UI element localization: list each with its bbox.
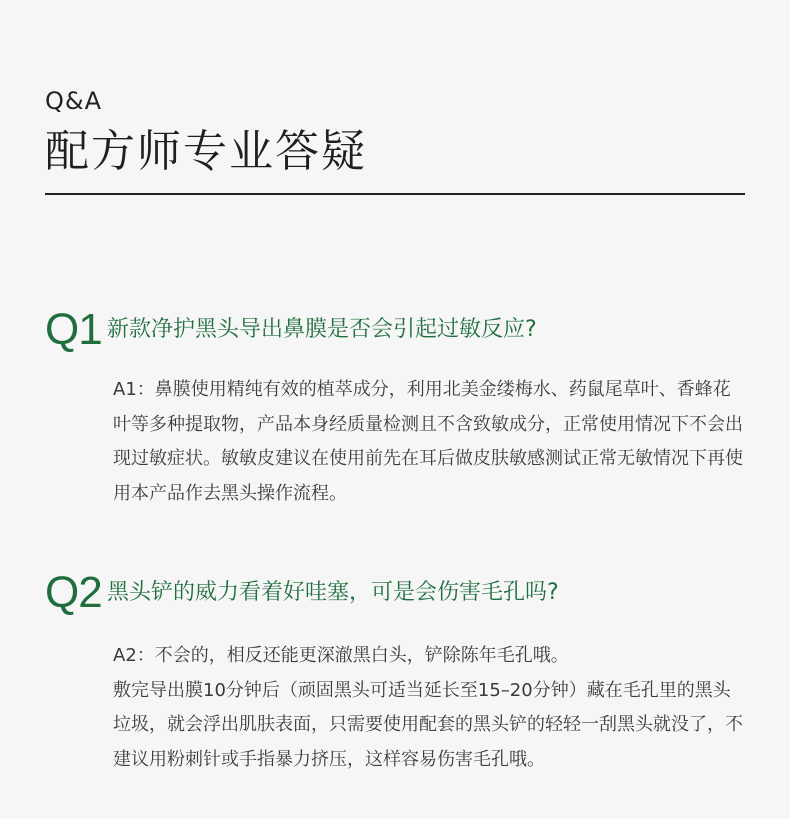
qa-item-2 <box>45 563 745 777</box>
question-row <box>45 563 745 623</box>
page-header <box>45 84 745 182</box>
page-title: 配方师专业答疑 <box>45 126 367 177</box>
question-text: 新款净护黑头导出鼻膜是否会引起过敏反应? <box>107 317 537 342</box>
question-number: Q2 <box>45 568 102 617</box>
qa-item-1 <box>45 300 745 511</box>
header-divider <box>45 193 745 195</box>
answer-text <box>113 373 745 511</box>
question-text: 黑头铲的威力看着好哇塞，可是会伤害毛孔吗? <box>107 580 559 605</box>
qa-label: Q&A <box>45 87 103 115</box>
answer-paragraph: A1：鼻膜使用精纯有效的植萃成分，利用北美金缕梅水、药鼠尾草叶、香蜂花叶等多种提取物，产品本身经质量检测且不含致敏成分，正常使用情况下不会出现过敏症状。敏敏皮建议在使用前先在耳后做皮肤敏感测试正常无敏情况下再使用本产品作去黑头操作流程。 <box>113 379 743 504</box>
question-number: Q1 <box>45 305 102 354</box>
question-row <box>45 300 745 360</box>
answer-paragraph: 敷完导出膜10分钟后（顽固黑头可适当延长至15–20分钟）藏在毛孔里的黑头垃圾，就会浮出肌肤表面，只需要使用配套的黑头铲的轻轻一刮黑头就没了，不建议用粉刺针或手指暴力挤压，这样容易伤害毛孔哦。 <box>113 679 743 770</box>
answer-first-line: A2：不会的，相反还能更深澈黑白头，铲除陈年毛孔哦。 <box>113 645 569 666</box>
answer-text <box>113 639 745 777</box>
